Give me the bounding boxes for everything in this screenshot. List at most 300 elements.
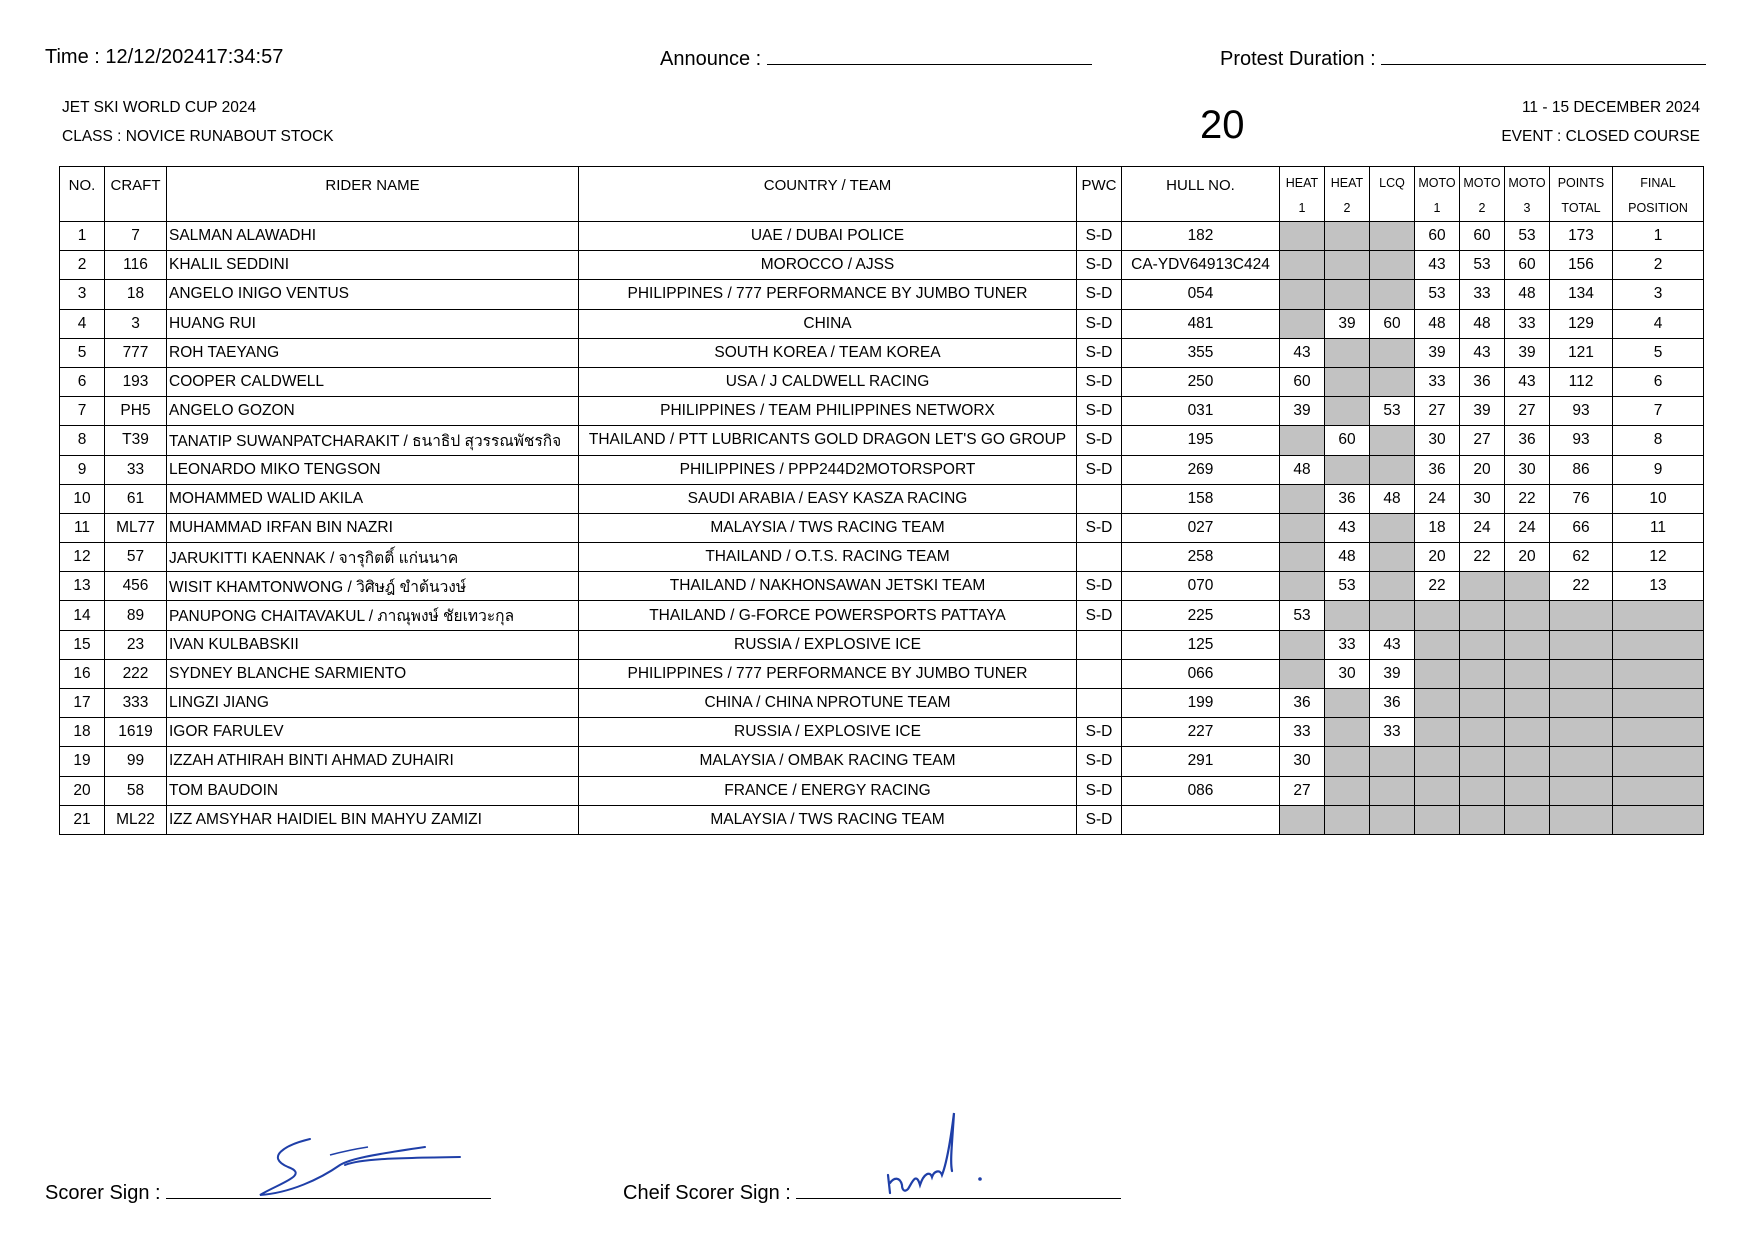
cell-lcq [1370,251,1415,280]
table-row [60,601,1704,630]
cell-craft-no: 89 [105,601,167,630]
cell-moto3: 33 [1505,309,1550,338]
cell-heat1 [1280,309,1325,338]
cell-heat1 [1280,426,1325,455]
cell-country-team: PHILIPPINES / TEAM PHILIPPINES NETWORX [579,397,1077,426]
cell-heat1 [1280,543,1325,572]
cell-moto1: 33 [1415,367,1460,396]
cell-craft-no: 7 [105,222,167,251]
cell-final-position: 2 [1613,251,1704,280]
cell-lcq [1370,601,1415,630]
cell-hull-no: 481 [1122,309,1280,338]
cell-moto3: 22 [1505,484,1550,513]
cell-final-position: 4 [1613,309,1704,338]
cell-country-team: PHILIPPINES / 777 PERFORMANCE BY JUMBO TUNER [579,280,1077,309]
cell-craft-no: 3 [105,309,167,338]
cell-points-total: 66 [1550,513,1613,542]
cell-country-team: CHINA [579,309,1077,338]
cell-lcq [1370,513,1415,542]
cell-pwc: S-D [1077,426,1122,455]
table-row [60,689,1704,718]
cell-moto3 [1505,601,1550,630]
cell-moto3 [1505,718,1550,747]
cell-country-team: CHINA / CHINA NPROTUNE TEAM [579,689,1077,718]
cell-heat1 [1280,484,1325,513]
cell-lcq [1370,747,1415,776]
cell-heat2 [1325,367,1370,396]
col-points-total: POINTS TOTAL [1550,167,1613,222]
cell-heat1: 33 [1280,718,1325,747]
cell-final-position: 10 [1613,484,1704,513]
cell-lcq [1370,543,1415,572]
cell-country-team: MALAYSIA / TWS RACING TEAM [579,513,1077,542]
cell-craft-no: PH5 [105,397,167,426]
time-label: Time : [45,46,100,68]
cell-rider-no: 15 [60,630,105,659]
cell-country-team: MOROCCO / AJSS [579,251,1077,280]
cell-final-position: 1 [1613,222,1704,251]
cell-points-total [1550,747,1613,776]
cell-moto2: 33 [1460,280,1505,309]
cell-pwc: S-D [1077,718,1122,747]
cell-moto3: 48 [1505,280,1550,309]
cell-pwc [1077,484,1122,513]
cell-heat1 [1280,222,1325,251]
col-no: NO. [60,167,105,222]
cell-rider-no: 6 [60,367,105,396]
col-moto3: MOTO 3 [1505,167,1550,222]
cell-moto1: 48 [1415,309,1460,338]
cell-moto1: 53 [1415,280,1460,309]
cell-final-position: 5 [1613,338,1704,367]
cell-rider-name: LEONARDO MIKO TENGSON [167,455,579,484]
cell-final-position: 3 [1613,280,1704,309]
cell-points-total [1550,659,1613,688]
cell-lcq [1370,455,1415,484]
cell-heat1: 60 [1280,367,1325,396]
cell-lcq: 53 [1370,397,1415,426]
cell-moto2: 53 [1460,251,1505,280]
cell-moto1: 20 [1415,543,1460,572]
cell-hull-no: CA-YDV64913C424 [1122,251,1280,280]
cell-points-total [1550,601,1613,630]
cell-moto1 [1415,776,1460,805]
cell-moto2: 22 [1460,543,1505,572]
cell-country-team: MALAYSIA / OMBAK RACING TEAM [579,747,1077,776]
cell-rider-no: 12 [60,543,105,572]
cell-pwc: S-D [1077,222,1122,251]
table-row [60,280,1704,309]
cell-rider-name: PANUPONG CHAITAVAKUL / ภาณุพงษ์ ชัยเทวะกุล [167,601,579,630]
cell-rider-no: 14 [60,601,105,630]
cell-rider-name: SALMAN ALAWADHI [167,222,579,251]
cell-moto2: 43 [1460,338,1505,367]
cell-moto2 [1460,689,1505,718]
cell-hull-no: 195 [1122,426,1280,455]
cell-craft-no: 1619 [105,718,167,747]
col-hull: HULL NO. [1122,167,1280,222]
cell-moto3: 27 [1505,397,1550,426]
cell-rider-no: 2 [60,251,105,280]
cell-hull-no: 225 [1122,601,1280,630]
cell-moto3 [1505,689,1550,718]
table-row [60,251,1704,280]
cell-moto1 [1415,747,1460,776]
cell-moto3 [1505,776,1550,805]
cell-final-position [1613,601,1704,630]
table-row [60,338,1704,367]
cell-rider-name: TANATIP SUWANPATCHARAKIT / ธนาธิป สุวรรณพัชรกิจ [167,426,579,455]
cell-rider-no: 21 [60,805,105,834]
cell-pwc [1077,630,1122,659]
cell-craft-no: 116 [105,251,167,280]
cell-moto3: 24 [1505,513,1550,542]
cell-rider-name: TOM BAUDOIN [167,776,579,805]
cell-points-total: 121 [1550,338,1613,367]
cell-pwc: S-D [1077,309,1122,338]
table-header-row [60,167,1704,222]
cell-craft-no: 777 [105,338,167,367]
cell-moto2 [1460,747,1505,776]
table-row [60,747,1704,776]
cell-final-position [1613,747,1704,776]
cell-points-total: 22 [1550,572,1613,601]
cell-moto2: 39 [1460,397,1505,426]
cell-pwc: S-D [1077,367,1122,396]
cell-moto1 [1415,718,1460,747]
cell-moto3 [1505,659,1550,688]
cell-final-position: 11 [1613,513,1704,542]
cell-moto1 [1415,689,1460,718]
cell-rider-name: ANGELO INIGO VENTUS [167,280,579,309]
event-type: EVENT : CLOSED COURSE [1501,128,1700,145]
cell-craft-no: 193 [105,367,167,396]
cell-pwc [1077,543,1122,572]
cell-heat1: 53 [1280,601,1325,630]
cell-lcq: 60 [1370,309,1415,338]
table-row [60,805,1704,834]
cell-heat2: 33 [1325,630,1370,659]
cell-rider-no: 18 [60,718,105,747]
cell-rider-no: 17 [60,689,105,718]
cell-hull-no [1122,805,1280,834]
cell-final-position: 6 [1613,367,1704,396]
cell-hull-no: 125 [1122,630,1280,659]
cell-final-position [1613,776,1704,805]
cell-country-team: FRANCE / ENERGY RACING [579,776,1077,805]
cell-rider-name: IZZAH ATHIRAH BINTI AHMAD ZUHAIRI [167,747,579,776]
cell-heat2 [1325,601,1370,630]
cell-hull-no: 031 [1122,397,1280,426]
cell-country-team: THAILAND / NAKHONSAWAN JETSKI TEAM [579,572,1077,601]
cell-points-total: 129 [1550,309,1613,338]
cell-points-total [1550,718,1613,747]
cell-rider-no: 19 [60,747,105,776]
cell-country-team: THAILAND / G-FORCE POWERSPORTS PATTAYA [579,601,1077,630]
cell-moto2: 20 [1460,455,1505,484]
cell-pwc [1077,689,1122,718]
cell-craft-no: T39 [105,426,167,455]
cell-pwc: S-D [1077,776,1122,805]
cell-final-position: 12 [1613,543,1704,572]
cell-heat1: 39 [1280,397,1325,426]
cell-rider-no: 20 [60,776,105,805]
cell-lcq [1370,222,1415,251]
cell-points-total: 173 [1550,222,1613,251]
cell-heat1 [1280,572,1325,601]
cell-moto1: 43 [1415,251,1460,280]
cell-rider-no: 10 [60,484,105,513]
cell-moto1: 39 [1415,338,1460,367]
cell-pwc: S-D [1077,455,1122,484]
table-row [60,572,1704,601]
cell-craft-no: 222 [105,659,167,688]
cell-heat2 [1325,689,1370,718]
cell-rider-no: 1 [60,222,105,251]
table-row [60,484,1704,513]
chief-signature [880,1105,1000,1200]
cell-hull-no: 355 [1122,338,1280,367]
announce-blank[interactable] [767,46,1092,65]
cell-country-team: THAILAND / O.T.S. RACING TEAM [579,543,1077,572]
cell-moto1: 18 [1415,513,1460,542]
cell-heat2: 39 [1325,309,1370,338]
table-row [60,426,1704,455]
cell-heat2 [1325,455,1370,484]
cell-moto2 [1460,630,1505,659]
cell-heat1: 43 [1280,338,1325,367]
cell-lcq: 33 [1370,718,1415,747]
cell-country-team: SAUDI ARABIA / EASY KASZA RACING [579,484,1077,513]
event-class: CLASS : NOVICE RUNABOUT STOCK [62,128,334,145]
col-heat2: HEAT 2 [1325,167,1370,222]
cell-craft-no: 18 [105,280,167,309]
cell-moto3 [1505,630,1550,659]
cell-final-position: 7 [1613,397,1704,426]
cell-pwc: S-D [1077,805,1122,834]
protest-blank[interactable] [1381,46,1706,65]
cell-lcq [1370,776,1415,805]
results-table [59,166,1704,835]
cell-heat1 [1280,805,1325,834]
cell-heat2 [1325,338,1370,367]
col-craft: CRAFT [105,167,167,222]
cell-moto3 [1505,747,1550,776]
cell-craft-no: 58 [105,776,167,805]
cell-pwc: S-D [1077,513,1122,542]
cell-hull-no: 054 [1122,280,1280,309]
cell-lcq [1370,426,1415,455]
table-row [60,513,1704,542]
cell-rider-name: MUHAMMAD IRFAN BIN NAZRI [167,513,579,542]
cell-rider-no: 3 [60,280,105,309]
table-row [60,397,1704,426]
cell-rider-no: 7 [60,397,105,426]
cell-points-total: 156 [1550,251,1613,280]
cell-moto1 [1415,601,1460,630]
cell-rider-name: SYDNEY BLANCHE SARMIENTO [167,659,579,688]
cell-heat2: 43 [1325,513,1370,542]
chief-sign-line [623,1180,1121,1205]
cell-rider-no: 16 [60,659,105,688]
cell-heat2 [1325,222,1370,251]
cell-craft-no: 61 [105,484,167,513]
cell-hull-no: 258 [1122,543,1280,572]
cell-heat2: 53 [1325,572,1370,601]
cell-rider-no: 4 [60,309,105,338]
cell-pwc: S-D [1077,747,1122,776]
cell-lcq: 36 [1370,689,1415,718]
col-moto1: MOTO 1 [1415,167,1460,222]
col-lcq: LCQ [1370,167,1415,222]
cell-rider-name: MOHAMMED WALID AKILA [167,484,579,513]
cell-moto3: 53 [1505,222,1550,251]
cell-moto3: 20 [1505,543,1550,572]
cell-lcq [1370,572,1415,601]
cell-craft-no: 99 [105,747,167,776]
table-row [60,630,1704,659]
cell-points-total [1550,689,1613,718]
cell-rider-name: ROH TAEYANG [167,338,579,367]
cell-moto3 [1505,805,1550,834]
cell-craft-no: 33 [105,455,167,484]
col-final-position: FINAL POSITION [1613,167,1704,222]
cell-rider-name: IGOR FARULEV [167,718,579,747]
col-country: COUNTRY / TEAM [579,167,1077,222]
cell-points-total: 62 [1550,543,1613,572]
cell-pwc: S-D [1077,397,1122,426]
col-moto2: MOTO 2 [1460,167,1505,222]
cell-hull-no: 070 [1122,572,1280,601]
cell-heat1: 30 [1280,747,1325,776]
cell-heat1 [1280,659,1325,688]
cell-pwc: S-D [1077,338,1122,367]
cell-moto2 [1460,805,1505,834]
cell-rider-no: 13 [60,572,105,601]
cell-craft-no: 333 [105,689,167,718]
cell-moto1: 60 [1415,222,1460,251]
cell-heat1: 48 [1280,455,1325,484]
cell-rider-name: ANGELO GOZON [167,397,579,426]
cell-moto2 [1460,572,1505,601]
cell-moto2: 60 [1460,222,1505,251]
cell-rider-no: 11 [60,513,105,542]
cell-lcq [1370,805,1415,834]
cell-moto2 [1460,776,1505,805]
cell-hull-no: 066 [1122,659,1280,688]
cell-rider-no: 5 [60,338,105,367]
cell-moto1 [1415,805,1460,834]
cell-moto2 [1460,659,1505,688]
cell-country-team: PHILIPPINES / 777 PERFORMANCE BY JUMBO TUNER [579,659,1077,688]
cell-rider-name: KHALIL SEDDINI [167,251,579,280]
cell-moto1: 27 [1415,397,1460,426]
cell-moto3: 39 [1505,338,1550,367]
cell-country-team: SOUTH KOREA / TEAM KOREA [579,338,1077,367]
table-row [60,367,1704,396]
cell-heat2: 48 [1325,543,1370,572]
cell-heat1: 36 [1280,689,1325,718]
cell-hull-no: 027 [1122,513,1280,542]
cell-pwc: S-D [1077,601,1122,630]
cell-rider-name: LINGZI JIANG [167,689,579,718]
cell-moto3: 30 [1505,455,1550,484]
table-row [60,543,1704,572]
cell-heat2 [1325,397,1370,426]
table-row [60,309,1704,338]
cell-moto2: 36 [1460,367,1505,396]
cell-moto1: 30 [1415,426,1460,455]
col-heat1: HEAT 1 [1280,167,1325,222]
heat-number: 20 [1200,103,1245,147]
cell-points-total [1550,805,1613,834]
cell-hull-no: 291 [1122,747,1280,776]
cell-heat2 [1325,805,1370,834]
cell-points-total: 76 [1550,484,1613,513]
cell-lcq [1370,338,1415,367]
cell-final-position: 9 [1613,455,1704,484]
cell-hull-no: 269 [1122,455,1280,484]
cell-heat1 [1280,513,1325,542]
cell-country-team: MALAYSIA / TWS RACING TEAM [579,805,1077,834]
event-name: JET SKI WORLD CUP 2024 [62,99,257,116]
cell-hull-no: 199 [1122,689,1280,718]
cell-craft-no: ML22 [105,805,167,834]
table-row [60,455,1704,484]
cell-pwc: S-D [1077,251,1122,280]
table-row [60,776,1704,805]
cell-moto2 [1460,718,1505,747]
cell-rider-name: WISIT KHAMTONWONG / วิศิษฎ์ ขำต้นวงษ์ [167,572,579,601]
cell-moto1: 36 [1415,455,1460,484]
cell-rider-name: IZZ AMSYHAR HAIDIEL BIN MAHYU ZAMIZI [167,805,579,834]
time-value: 12/12/202417:34:57 [105,46,284,68]
cell-points-total: 112 [1550,367,1613,396]
scorer-sign-label: Scorer Sign : [45,1182,161,1204]
cell-final-position [1613,805,1704,834]
cell-moto3: 36 [1505,426,1550,455]
cell-lcq [1370,367,1415,396]
col-rider: RIDER NAME [167,167,579,222]
table-row [60,659,1704,688]
cell-craft-no: 23 [105,630,167,659]
cell-heat2: 30 [1325,659,1370,688]
cell-moto3 [1505,572,1550,601]
cell-hull-no: 182 [1122,222,1280,251]
cell-final-position [1613,659,1704,688]
cell-moto2: 27 [1460,426,1505,455]
cell-moto1: 22 [1415,572,1460,601]
cell-pwc: S-D [1077,572,1122,601]
protest-line [1220,46,1706,71]
cell-heat1 [1280,630,1325,659]
cell-heat1 [1280,280,1325,309]
cell-moto1: 24 [1415,484,1460,513]
cell-country-team: UAE / DUBAI POLICE [579,222,1077,251]
cell-points-total: 86 [1550,455,1613,484]
cell-final-position [1613,718,1704,747]
cell-moto1 [1415,659,1460,688]
cell-lcq [1370,280,1415,309]
cell-moto2: 48 [1460,309,1505,338]
cell-lcq: 43 [1370,630,1415,659]
col-pwc: PWC [1077,167,1122,222]
cell-moto2 [1460,601,1505,630]
cell-country-team: RUSSIA / EXPLOSIVE ICE [579,718,1077,747]
cell-moto2: 24 [1460,513,1505,542]
cell-pwc: S-D [1077,280,1122,309]
cell-moto1 [1415,630,1460,659]
